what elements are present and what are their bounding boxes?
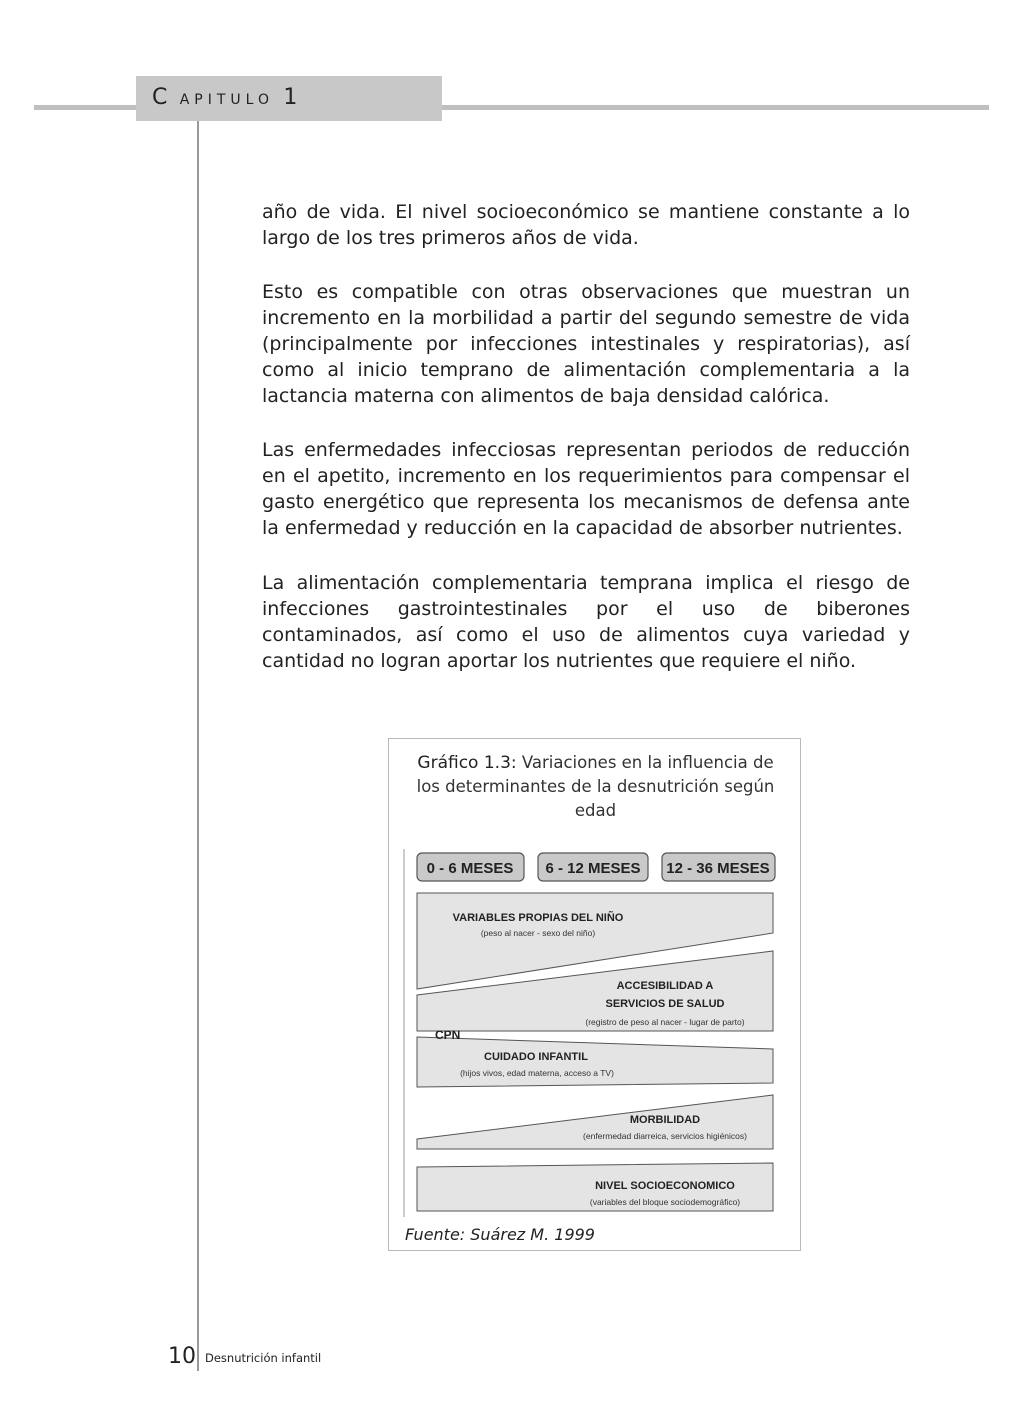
body-paragraph: Esto es compatible con otras observaciones que muestran un incremento en la morbilidad a partir del segundo semestre de vida (principalmente por infecciones intestinales y respiratorias), así como al inicio temprano de alimentación complementaria a la lactancia materna con alimentos de baja densidad calórica. [262,281,910,407]
band-title: CUIDADO INFANTIL [484,1051,588,1063]
chapter-number: 1 [283,85,301,110]
figure-caption [409,751,782,823]
age-tab-label: 12 - 36 MESES [666,860,770,877]
figure-label: Gráfico 1.3: [417,753,517,773]
age-tab-label: 0 - 6 MESES [426,860,514,877]
figure-source: Fuente: Suárez M. 1999 [405,1225,595,1244]
chapter-heading [136,76,442,121]
margin-rule [197,121,199,1371]
band-subtitle: (hijos vivos, edad materna, acceso a TV) [460,1068,614,1078]
determinants-diagram [403,847,777,1217]
footer-title: Desnutrición infantil [205,1351,322,1365]
cpn-marker: CPN [435,1028,461,1042]
age-tab-label: 6 - 12 MESES [545,860,641,877]
body-paragraph: La alimentación complementaria temprana implica el riesgo de infecciones gastrointestinales por el uso de biberones contaminados, así como el uso de alimentos cuya variedad y cantidad no logran aportar los nutrientes que requiere el niño. [262,572,910,672]
chapter-word: APITULO [179,92,275,108]
band-subtitle: (enfermedad diarreica, servicios higiénicos) [583,1131,747,1141]
band-child-care [417,1037,773,1087]
band-subtitle: (variables del bloque sociodemográfico) [589,1197,741,1207]
band-title: MORBILIDAD [629,1114,701,1126]
chapter-initial: C [152,85,171,110]
figure-box [388,738,801,1251]
body-paragraph: año de vida. El nivel socioeconómico se mantiene constante a lo largo de los tres primeros años de vida. [262,201,910,249]
band-title: VARIABLES PROPIAS DEL NIÑO [452,912,624,924]
band-title: NIVEL SOCIOECONOMICO [595,1180,735,1192]
band-subtitle: (peso al nacer - sexo del niño) [480,928,596,938]
figure-caption-text: Variaciones en la influencia de los determinantes de la desnutrición según edad [416,753,775,820]
band-title: ACCESIBILIDAD A [616,980,714,992]
page-number: 10 [168,1344,196,1369]
band-title: SERVICIOS DE SALUD [605,998,725,1010]
band-subtitle: (registro de peso al nacer - lugar de parto) [585,1017,745,1027]
body-paragraph: Las enfermedades infecciosas representan periodos de reducción en el apetito, incremento en los requerimientos para compensar el gasto energético que representa los mecanismos de defensa ante la enfermedad y reducción en la capacidad de absorber nutrientes. [262,439,910,539]
